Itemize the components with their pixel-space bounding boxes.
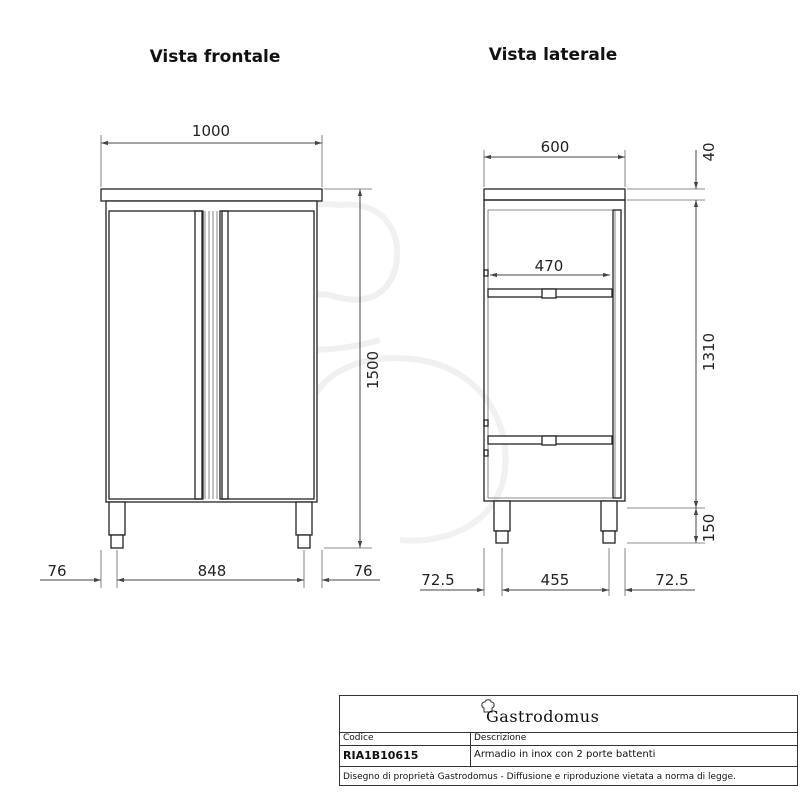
description-cell bbox=[471, 732, 798, 766]
dim-side-top-thickness: 40 bbox=[700, 142, 718, 162]
dim-front-height: 1500 bbox=[364, 350, 382, 390]
title-block-brand-row bbox=[340, 696, 797, 733]
description-label: Descrizione bbox=[474, 733, 527, 743]
front-top-panel bbox=[101, 189, 322, 201]
side-view-title: Vista laterale bbox=[488, 45, 618, 65]
dim-front-leg-left: 76 bbox=[47, 562, 67, 580]
dim-front-leg-span: 848 bbox=[197, 562, 227, 580]
description-value: Armadio in inox con 2 porte battenti bbox=[474, 749, 656, 760]
front-view-title: Vista frontale bbox=[149, 47, 281, 67]
side-top-panel bbox=[484, 189, 625, 200]
side-leg-right-foot bbox=[603, 531, 615, 543]
brand-name: Gastrodomus bbox=[486, 707, 600, 726]
code-cell bbox=[340, 732, 471, 766]
dim-side-leg-right: 72.5 bbox=[655, 571, 689, 589]
dim-side-leg-left: 72.5 bbox=[421, 571, 455, 589]
code-value: RIA1B10615 bbox=[343, 749, 419, 762]
dim-side-depth: 600 bbox=[540, 138, 570, 156]
code-label: Codice bbox=[343, 733, 374, 743]
front-body bbox=[106, 201, 317, 502]
front-leg-left bbox=[109, 502, 125, 535]
dim-side-leg-height: 150 bbox=[700, 513, 718, 543]
dim-side-leg-span: 455 bbox=[540, 571, 570, 589]
side-leg-right bbox=[601, 501, 617, 531]
dim-front-width: 1000 bbox=[191, 122, 231, 140]
side-shelf-upper-clip bbox=[542, 289, 556, 298]
side-leg-left-foot bbox=[496, 531, 508, 543]
dim-front-leg-right: 76 bbox=[353, 562, 373, 580]
side-door-edge bbox=[613, 210, 621, 498]
front-view-cabinet bbox=[101, 189, 322, 548]
title-block bbox=[339, 695, 798, 786]
side-view-cabinet bbox=[484, 189, 625, 543]
front-leg-right-foot bbox=[298, 535, 310, 548]
side-shelf-lower-clip bbox=[542, 436, 556, 445]
dim-side-body-height: 1310 bbox=[700, 332, 718, 372]
front-leg-right bbox=[296, 502, 312, 535]
title-block-footer bbox=[340, 766, 797, 787]
side-leg-left bbox=[494, 501, 510, 531]
front-leg-left-foot bbox=[111, 535, 123, 548]
footer-text: Disegno di proprietà Gastrodomus - Diffusione e riproduzione vietata a norma di legge. bbox=[343, 772, 736, 782]
dim-side-shelf-width: 470 bbox=[534, 257, 564, 275]
